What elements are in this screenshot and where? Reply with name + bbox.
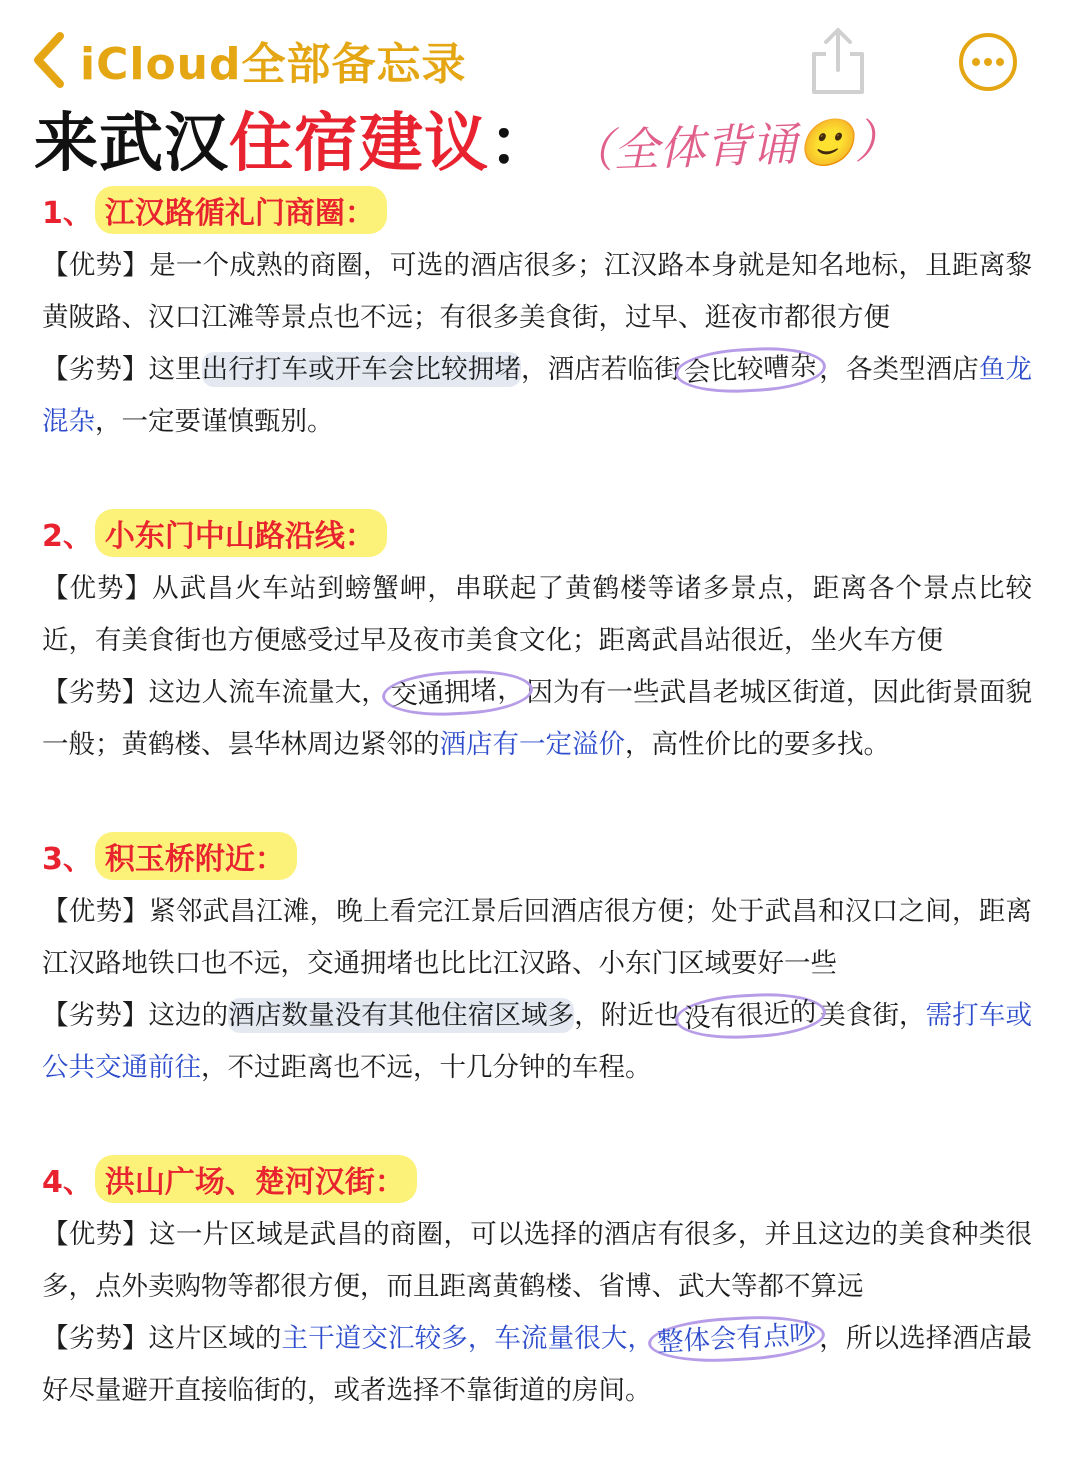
section-number: 2、 (42, 519, 93, 554)
section-heading (42, 826, 1032, 886)
text-segment: 因为有一些武昌老城区街道，因此街景面貌一般；黄鹤楼、昙华林周边紧邻的 (42, 677, 1032, 760)
title-highlight: 住宿建议 (229, 107, 489, 181)
blue-text: 需打车或公共交通前往 (42, 1000, 1032, 1083)
blue-text: 主干道交汇较多，车流量很大， (281, 1323, 655, 1354)
disadvantage-paragraph (42, 990, 1032, 1094)
advantage-text: 从武昌火车站到螃蟹岬，串联起了黄鹤楼等诸多景点，距离各个景点比较近，有美食街也方便感受过早及夜市美食文化；距离武昌站很近，坐火车方便 (42, 573, 1033, 656)
circled-text: 整体会有点吵 (647, 1312, 826, 1365)
advantage-text: 是一个成熟的商圈，可选的酒店很多；江汉路本身就是知名地标，且距离黎黄陂路、汉口江滩等景点也不远；有很多美食街，过早、逛夜市都很方便 (42, 250, 1033, 333)
text-segment: 美食街， (819, 1000, 926, 1031)
disadvantage-tag: 【劣势】 (42, 1323, 149, 1354)
disadvantage-tag: 【劣势】 (42, 354, 149, 385)
section-title: 积玉桥附近： (95, 832, 297, 880)
disadvantage-paragraph (42, 1313, 1032, 1417)
title-handwritten-note: （全体背诵🙂） (566, 113, 902, 179)
section-title: 洪山广场、楚河汉街： (95, 1155, 417, 1203)
chevron-left-icon (30, 30, 66, 90)
advantage-text: 这一片区域是武昌的商圈，可以选择的酒店有很多，并且这边的美食种类很多，点外卖购物等都很方便，而且距离黄鹤楼、省博、武大等都不算远 (42, 1219, 1033, 1302)
advantage-paragraph (42, 886, 1032, 990)
text-segment: 这片区域的 (148, 1323, 282, 1354)
blue-text: 鱼龙混杂 (42, 354, 1032, 437)
back-button[interactable] (30, 28, 467, 92)
advantage-paragraph (42, 240, 1032, 344)
note-title (34, 98, 902, 181)
text-segment: ，不过距离也不远，十几分钟的车程。 (201, 1052, 652, 1083)
more-icon (958, 77, 1018, 96)
section-title: 江汉路循礼门商圈： (95, 186, 387, 234)
advantage-tag: 【优势】 (42, 1219, 150, 1250)
highlighted-text: 酒店数量没有其他住宿区域多 (228, 1000, 575, 1031)
disadvantage-paragraph (42, 344, 1032, 448)
section-number: 4、 (42, 1165, 93, 1200)
disadvantage-tag: 【劣势】 (42, 1000, 149, 1031)
circled-text: 没有很近的 (674, 990, 827, 1042)
circled-text: 会比较嘈杂 (674, 344, 827, 396)
advantage-paragraph (42, 1209, 1032, 1313)
text-segment: 这边人流车流量大， (148, 677, 388, 708)
blue-text: 酒店有一定溢价 (439, 729, 625, 760)
disadvantage-paragraph (42, 667, 1032, 771)
text-segment: 这边的 (148, 1000, 229, 1031)
text-segment: ，一定要谨慎甄别。 (95, 406, 334, 437)
section-number: 1、 (42, 196, 93, 231)
title-prefix: 来武汉 (34, 107, 229, 181)
section-title: 小东门中山路沿线： (95, 509, 387, 557)
text-segment: ，酒店若临街 (520, 354, 681, 385)
back-label: iCloud全部备忘录 (80, 39, 467, 90)
highlighted-text: 出行打车或开车会比较拥堵 (201, 354, 521, 385)
advantage-tag: 【优势】 (42, 573, 153, 604)
advantage-tag: 【优势】 (42, 250, 150, 281)
title-colon: ： (489, 107, 553, 181)
section-number: 3、 (42, 842, 93, 877)
text-segment: 这里 (148, 354, 202, 385)
text-segment: ，附近也 (574, 1000, 681, 1031)
section-heading (42, 503, 1032, 563)
advantage-tag: 【优势】 (42, 896, 150, 927)
text-segment: ，高性价比的要多找。 (625, 729, 890, 760)
share-button[interactable] (806, 24, 870, 96)
section-heading (42, 180, 1032, 240)
note-body (42, 180, 1032, 1472)
section-3 (42, 826, 1032, 1094)
circled-text: 交通拥堵， (381, 667, 534, 719)
more-button[interactable] (958, 32, 1018, 92)
section-4 (42, 1149, 1032, 1417)
section-2 (42, 503, 1032, 771)
section-1 (42, 180, 1032, 448)
disadvantage-tag: 【劣势】 (42, 677, 149, 708)
advantage-paragraph (42, 563, 1032, 667)
text-segment: ，所以选择酒店最好尽量避开直接临街的，或者选择不靠街道的房间。 (42, 1323, 1033, 1406)
advantage-text: 紧邻武昌江滩，晚上看完江景后回酒店很方便；处于武昌和汉口之间，距离江汉路地铁口也不远，交通拥堵也比比江汉路、小东门区域要好一些 (42, 896, 1033, 979)
section-heading (42, 1149, 1032, 1209)
text-segment: ，各类型酒店 (819, 354, 979, 385)
